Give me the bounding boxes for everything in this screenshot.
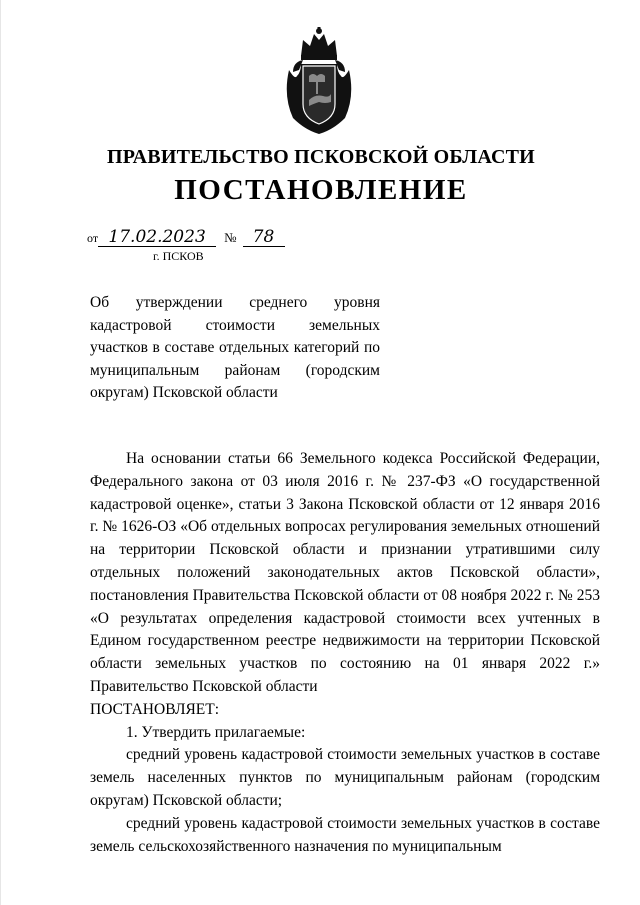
date-prefix: от: [87, 231, 99, 245]
item-1b-paragraph: средний уровень кадастровой стоимости земельных участков в составе земель сельскохозяйственного назначения по муниципальным: [90, 814, 600, 855]
document-date: 17.02.2023: [98, 228, 216, 247]
document-number: 78: [243, 228, 285, 247]
government-name: ПРАВИТЕЛЬСТВО ПСКОВСКОЙ ОБЛАСТИ: [107, 146, 535, 168]
document-subject: Об утверждении среднего уровня кадастровой стоимости земельных участков в составе отдельных категорий по муниципальным районам (городским округам) Псковской области: [90, 294, 380, 401]
number-sign: №: [224, 230, 237, 245]
document-body: [90, 448, 600, 858]
item-1: 1. Утвердить прилагаемые:: [126, 723, 306, 741]
registration-line: [87, 228, 285, 247]
preamble-paragraph: На основании статьи 66 Земельного кодекса Российской Федерации, Федерального закона от 03 июля 2016 г. № 237-ФЗ «О государственной кадастровой оценке», статьи 3 Закона Псковской области от 12 января 2016 г. № 1626-ОЗ «Об отдельных вопросах регулирования земельных отношений на территории Псковской области и признании утратившими силу отдельных положений законодательных актов Псковской области», постановления Правительства Псковской области от 08 ноября 2022 г. № 253 «О результатах определения кадастровой стоимости всех учтенных в Едином государственном реестре недвижимости на территории Псковской области земельных участков по состоянию на 01 января 2022 г.» Правительство Псковской области: [90, 450, 600, 695]
resolves-heading: ПОСТАНОВЛЯЕТ:: [90, 700, 220, 718]
city-label: г. ПСКОВ: [153, 249, 204, 263]
item-1a-paragraph: средний уровень кадастровой стоимости земельных участков в составе земель населенных пунктов по муниципальным районам (городским округам) Псковской области;: [90, 746, 600, 809]
document-type: ПОСТАНОВЛЕНИЕ: [174, 174, 468, 206]
coat-of-arms-icon: [279, 26, 359, 136]
